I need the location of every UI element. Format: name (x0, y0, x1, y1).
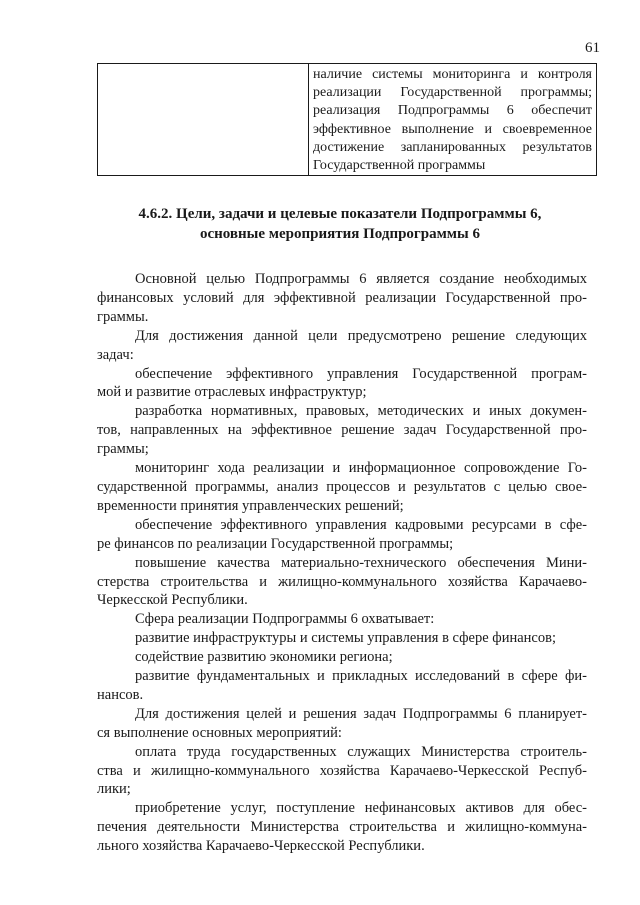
body-line: финансовых условий для эффективной реализации Государственной про- (97, 289, 587, 306)
heading-line: основные мероприятия Подпрограммы 6 (200, 226, 480, 242)
body-line: Сфера реализации Подпрограммы 6 охватывает: (135, 611, 435, 628)
body-line: обеспечение эффективного управления Государственной програм- (135, 365, 587, 382)
table-cell-text (309, 64, 597, 176)
table-line: реализация Подпрограммы 6 обеспечит (313, 103, 592, 119)
body-line: ре финансов по реализации Государственной программы; (97, 535, 454, 552)
body-line: Основной целью Подпрограммы 6 является создание необходимых (135, 271, 587, 287)
table-cell-empty (98, 64, 309, 176)
table-line: Государственной программы (313, 158, 486, 174)
body-line: Для достижения целей и решения задач Подпрограммы 6 планирует- (135, 705, 587, 722)
body-text (97, 270, 587, 856)
body-line: мониторинг хода реализации и информационное сопровождение Го- (135, 460, 587, 477)
body-line: повышение качества материально-технического обеспечения Мини- (135, 554, 587, 571)
body-line: задач: (97, 346, 134, 363)
body-line: содействие развитию экономики региона; (135, 649, 393, 666)
section-heading (90, 204, 590, 244)
table-line: достижение запланированных результатов (313, 139, 592, 155)
body-line: развитие фундаментальных и прикладных исследований в сфере фи- (135, 668, 587, 685)
body-line: разработка нормативных, правовых, методических и иных докумен- (135, 403, 587, 420)
body-line: сударственной программы, анализ процессов и результатов с целью свое- (97, 478, 587, 495)
body-line: стерства строительства и жилищно-коммунального хозяйства Карачаево- (97, 573, 587, 590)
body-line: оплата труда государственных служащих Министерства строитель- (135, 743, 587, 760)
heading-line: 4.6.2. Цели, задачи и целевые показатели Подпрограммы 6, (138, 206, 542, 222)
body-line: Черкесской Республики. (97, 592, 248, 609)
body-line: ства и жилищно-коммунального хозяйства Карачаево-Черкесской Респуб- (97, 762, 587, 779)
body-line: обеспечение эффективного управления кадровыми ресурсами в сфе- (135, 516, 587, 533)
table-line: реализации Государственной программы; (313, 85, 592, 101)
body-line: тов, направленных на эффективное решение задач Государственной про- (97, 422, 587, 439)
body-line: граммы; (97, 441, 149, 458)
body-line: развитие инфраструктуры и системы управления в сфере финансов; (135, 630, 556, 647)
body-line: ся выполнение основных мероприятий: (97, 724, 342, 741)
body-line: приобретение услуг, поступление нефинансовых активов для обес- (135, 800, 587, 817)
table-line: эффективное выполнение и своевременное (313, 121, 592, 137)
body-line: граммы. (97, 308, 149, 325)
body-line: временности принятия управленческих решений; (97, 497, 404, 514)
table-line: наличие системы мониторинга и контроля (313, 67, 592, 82)
body-line: нансов. (97, 686, 144, 703)
body-line: печения деятельности Министерства строительства и жилищно-коммуна- (97, 819, 587, 836)
page-number: 61 (585, 40, 600, 56)
body-line: Для достижения данной цели предусмотрено решение следующих (135, 327, 587, 344)
table-row (98, 64, 597, 176)
continuation-table (97, 63, 597, 176)
body-line: лики; (97, 781, 131, 798)
body-line: льного хозяйства Карачаево-Черкесской Республики. (97, 838, 425, 855)
body-line: мой и развитие отраслевых инфраструктур; (97, 384, 367, 401)
